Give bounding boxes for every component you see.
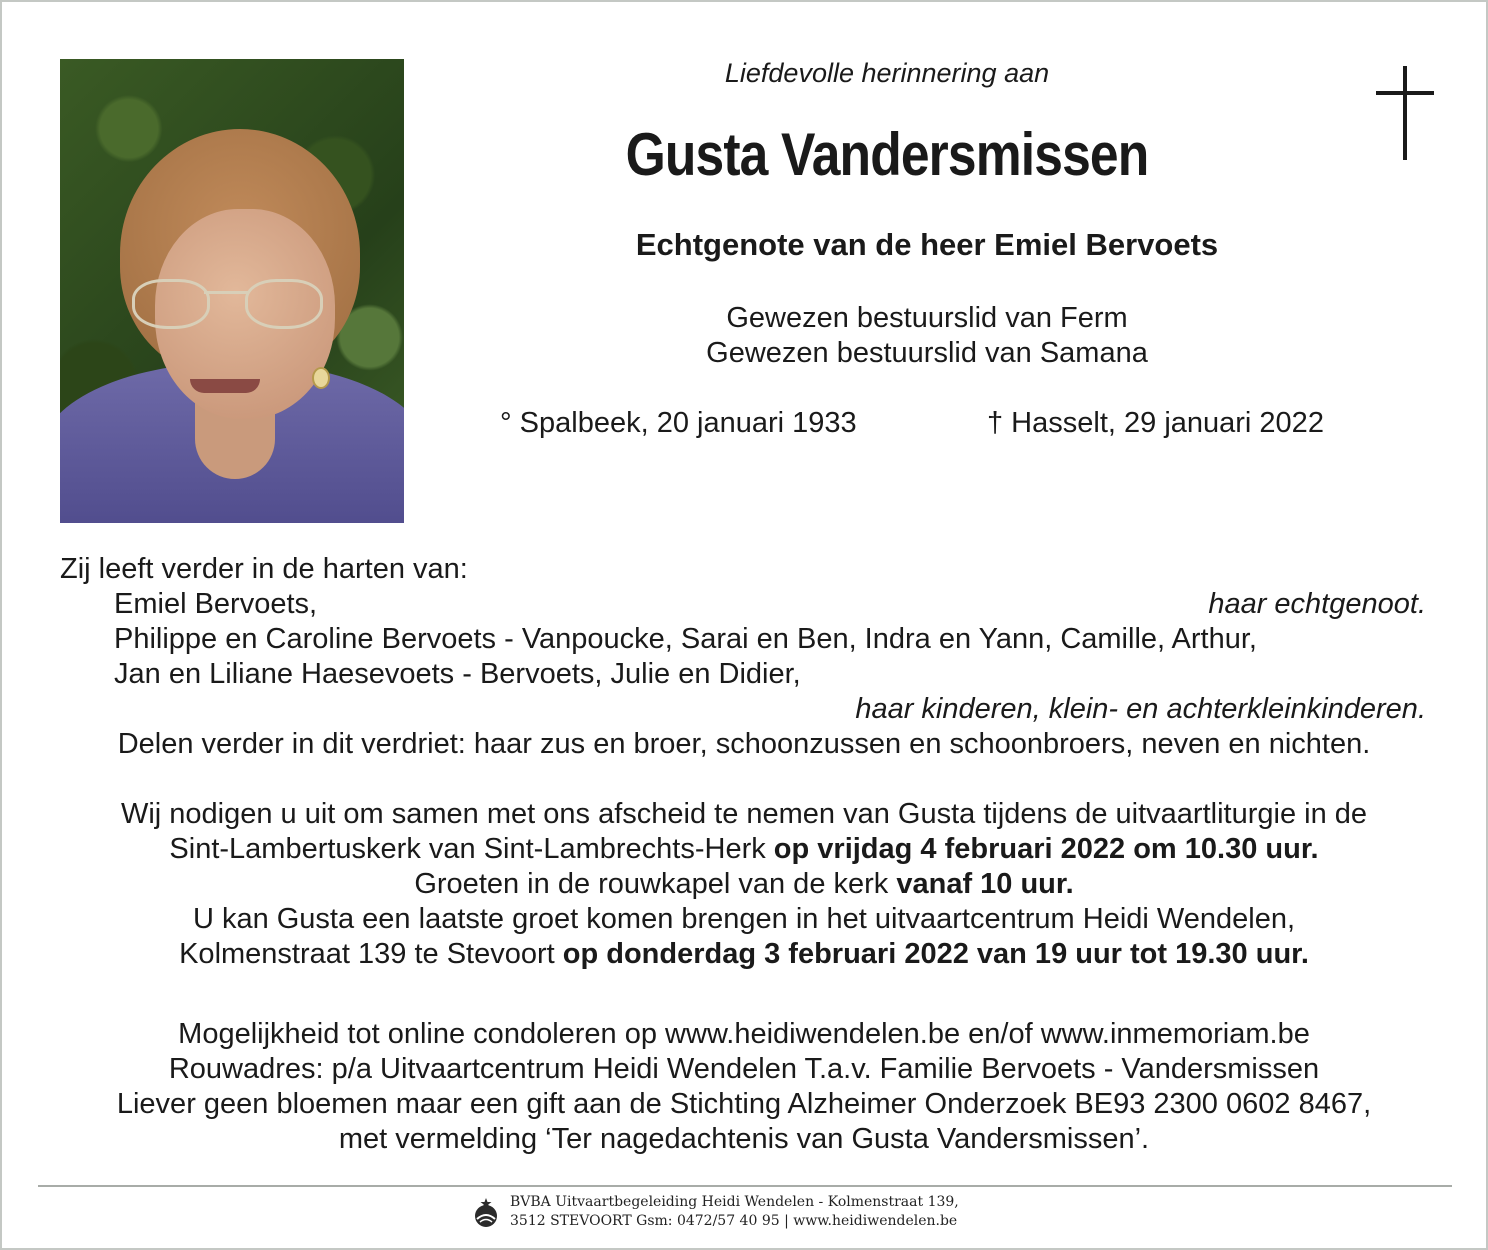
footer-text xyxy=(510,1193,959,1231)
ceremony-line: Sint-Lambertuskerk van Sint-Lambrechts-Herk op vrijdag 4 februari 2022 om 10.30 uur. xyxy=(169,833,1319,865)
ceremony-line: Wij nodigen u uit om samen met ons afscheid te nemen van Gusta tijdens de uitvaartliturgie in de xyxy=(120,798,1368,830)
ceremony-line: Groeten in de rouwkapel van de kerk vanaf 10 uur. xyxy=(414,868,1074,900)
deceased-name: Gusta Vandersmissen xyxy=(625,121,1149,188)
intro-text: Liefdevolle herinnering aan xyxy=(724,58,1050,88)
footer-line: BVBA Uitvaartbegeleiding Heidi Wendelen - Kolmenstraat 139, xyxy=(510,1194,959,1210)
funeral-home-logo-icon xyxy=(472,1197,500,1229)
divider xyxy=(38,1185,1452,1187)
visitation-date: op donderdag 3 februari 2022 van 19 uur tot 19.30 uur. xyxy=(562,938,1309,970)
info-line: Liever geen bloemen maar een gift aan de Stichting Alzheimer Onderzoek BE93 2300 0602 8467, xyxy=(116,1088,1372,1120)
family-others: Delen verder in dit verdriet: haar zus en broer, schoonzussen en schoonbroers, neven en nichten. xyxy=(117,728,1371,760)
cross-icon xyxy=(1376,66,1434,160)
family-spouse-role: haar echtgenoot. xyxy=(1208,588,1426,620)
info-line: Rouwadres: p/a Uitvaartcentrum Heidi Wendelen T.a.v. Familie Bervoets - Vandersmissen xyxy=(168,1053,1320,1085)
function-line: Gewezen bestuurslid van Samana xyxy=(706,337,1148,369)
greeting-time: vanaf 10 uur. xyxy=(896,868,1074,900)
info-line: Mogelijkheid tot online condoleren op www.heidiwendelen.be en/of www.inmemoriam.be xyxy=(178,1018,1310,1050)
birth-info: ° Spalbeek, 20 januari 1933 xyxy=(500,407,857,439)
footer xyxy=(472,1193,1032,1233)
family-intro: Zij leeft verder in de harten van: xyxy=(60,553,468,585)
family-children-role: haar kinderen, klein- en achterkleinkinderen. xyxy=(855,693,1426,725)
family-spouse-name: Emiel Bervoets, xyxy=(114,588,318,620)
function-line: Gewezen bestuurslid van Ferm xyxy=(726,302,1128,334)
ceremony-line: U kan Gusta een laatste groet komen brengen in het uitvaartcentrum Heidi Wendelen, xyxy=(192,903,1296,935)
spouse-line: Echtgenote van de heer Emiel Bervoets xyxy=(635,227,1219,262)
ceremony-line: Kolmenstraat 139 te Stevoort op donderdag 3 februari 2022 van 19 uur tot 19.30 uur. xyxy=(179,938,1309,970)
family-children-line: Philippe en Caroline Bervoets - Vanpoucke, Sarai en Ben, Indra en Yann, Camille, Arthur, xyxy=(114,623,1257,655)
family-children-line: Jan en Liliane Haesevoets - Bervoets, Julie en Didier, xyxy=(114,658,801,690)
ceremony-date: op vrijdag 4 februari 2022 om 10.30 uur. xyxy=(773,833,1319,865)
portrait-photo xyxy=(60,59,404,523)
info-line: met vermelding ‘Ter nagedachtenis van Gusta Vandersmissen’. xyxy=(338,1123,1150,1155)
death-info: † Hasselt, 29 januari 2022 xyxy=(987,407,1324,439)
footer-line: 3512 STEVOORT Gsm: 0472/57 40 95 | www.heidiwendelen.be xyxy=(510,1213,958,1229)
